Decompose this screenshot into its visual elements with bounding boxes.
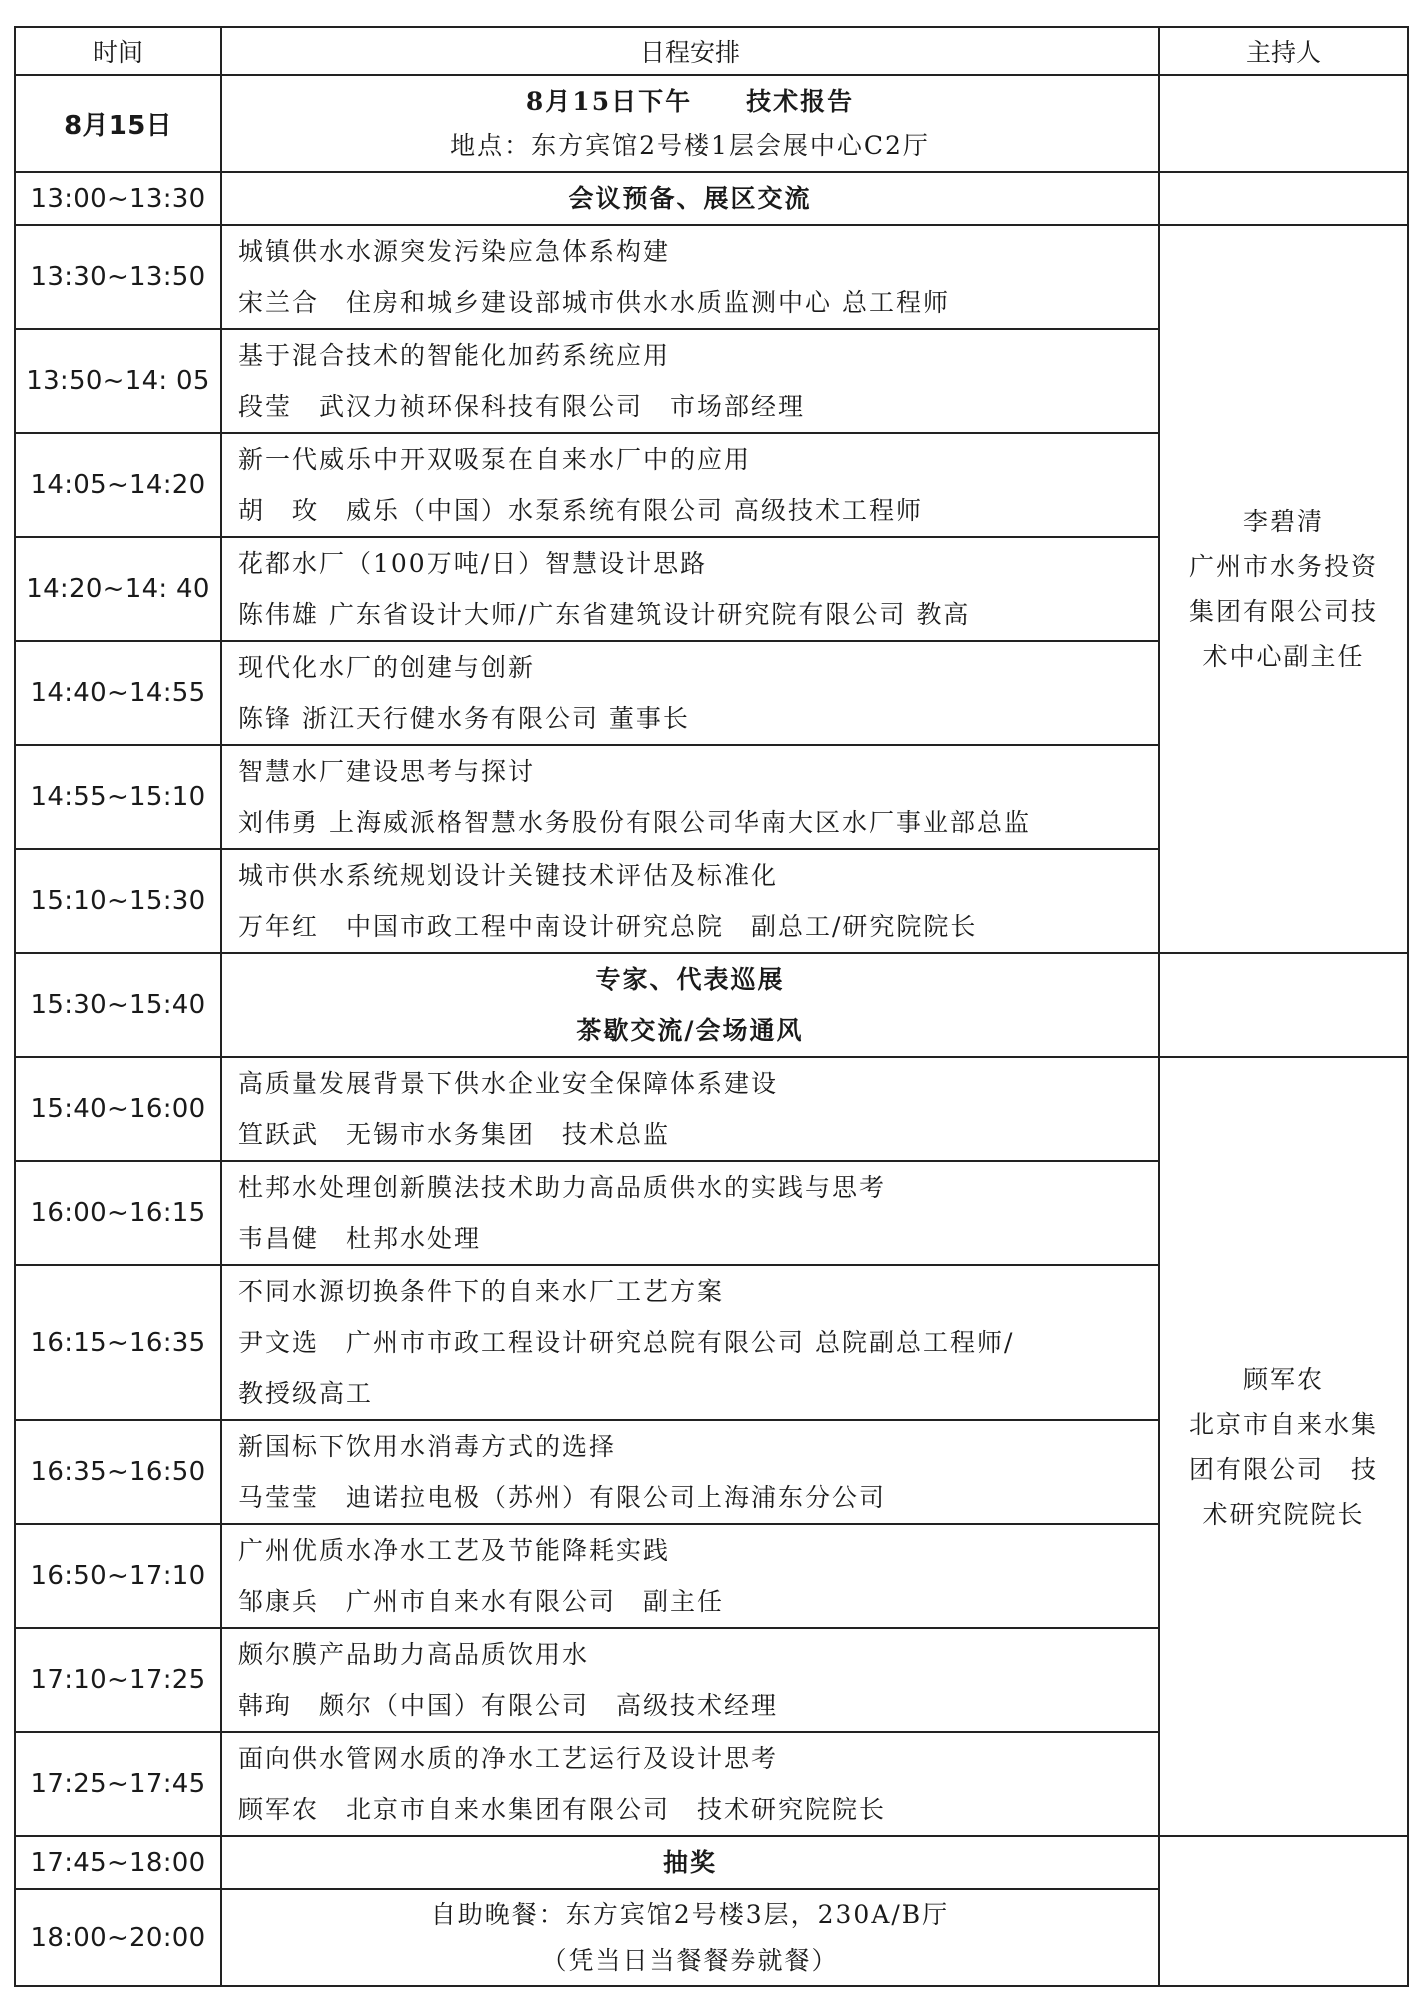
dinner-title: 自助晚餐：东方宾馆2号楼3层，230A/B厅	[430, 1899, 950, 1929]
opening-cell	[221, 75, 1159, 172]
talk-title: 新一代威乐中开双吸泵在自来水厂中的应用	[238, 445, 752, 474]
opening-title: 8月15日下午 技术报告	[525, 86, 855, 116]
row-schedule	[221, 1524, 1159, 1628]
host-title-line: 集团有限公司技	[1188, 597, 1378, 626]
row-time: 16:15~16:35	[15, 1265, 221, 1420]
talk-title: 基于混合技术的智能化加药系统应用	[238, 341, 671, 370]
talk-speaker: 笪跃武 无锡市水务集团 技术总监	[238, 1120, 671, 1149]
opening-host	[1159, 75, 1408, 172]
host-cell	[1159, 1057, 1408, 1836]
talk-title: 杜邦水处理创新膜法技术助力高品质供水的实践与思考	[238, 1173, 887, 1202]
host-title-line: 北京市自来水集	[1188, 1409, 1378, 1439]
talk-speaker: 马莹莹 迪诺拉电极（苏州）有限公司上海浦东分公司	[238, 1483, 887, 1512]
talk-title: 花都水厂（100万吨/日）智慧设计思路	[238, 549, 708, 578]
row-time: 14:55~15:10	[15, 745, 221, 849]
row-time: 16:35~16:50	[15, 1420, 221, 1524]
row-host-empty	[1159, 172, 1408, 225]
talk-title: 高质量发展背景下供水企业安全保障体系建设	[238, 1069, 779, 1098]
row-time: 15:40~16:00	[15, 1057, 221, 1161]
opening-date: 8月15日	[15, 75, 221, 172]
row-time: 15:10~15:30	[15, 849, 221, 953]
header-host: 主持人	[1159, 27, 1408, 75]
talk-speaker: 韦昌健 杜邦水处理	[238, 1224, 482, 1253]
row-schedule	[221, 849, 1159, 953]
talk-speaker: 陈伟雄 广东省设计大师/广东省建筑设计研究院有限公司 教高	[238, 600, 971, 629]
opening-location: 地点：东方宾馆2号楼1层会展中心C2厅	[450, 130, 930, 160]
talk-title: 颇尔膜产品助力高品质饮用水	[238, 1640, 590, 1669]
row-schedule	[221, 1732, 1159, 1836]
row-time: 16:00~16:15	[15, 1161, 221, 1265]
schedule-row	[15, 1057, 1408, 1161]
row-time: 17:10~17:25	[15, 1628, 221, 1732]
row-time: 15:30~15:40	[15, 953, 221, 1057]
talk-title: 城镇供水水源突发污染应急体系构建	[238, 237, 671, 266]
row-time: 13:50~14: 05	[15, 329, 221, 433]
talk-title: 广州优质水净水工艺及节能降耗实践	[238, 1536, 671, 1565]
row-schedule	[221, 1161, 1159, 1265]
talk-speaker: 宋兰合 住房和城乡建设部城市供水水质监测中心 总工程师	[238, 288, 950, 317]
talk-title: 智慧水厂建设思考与探讨	[238, 757, 536, 786]
row-time: 16:50~17:10	[15, 1524, 221, 1628]
row-schedule	[221, 172, 1159, 225]
talk-speaker: 陈锋 浙江天行健水务有限公司 董事长	[238, 704, 690, 733]
schedule-table	[14, 26, 1409, 1987]
row-time: 14:05~14:20	[15, 433, 221, 537]
host-name: 李碧清	[1242, 507, 1324, 536]
talk-speaker-cont: 教授级高工	[238, 1379, 374, 1408]
lottery-title: 抽奖	[662, 1848, 717, 1877]
row-time: 14:40~14:55	[15, 641, 221, 745]
host-title-line: 团有限公司 技	[1188, 1454, 1378, 1484]
dinner-note: （凭当日当餐餐券就餐）	[541, 1945, 839, 1975]
header-time: 时间	[15, 27, 221, 75]
row-host-empty	[1159, 1836, 1408, 1986]
row-schedule	[221, 433, 1159, 537]
row-schedule	[221, 225, 1159, 329]
talk-title: 城市供水系统规划设计关键技术评估及标准化	[238, 861, 779, 890]
row-schedule	[221, 1057, 1159, 1161]
row-time: 13:30~13:50	[15, 225, 221, 329]
row-schedule	[221, 641, 1159, 745]
row-schedule	[221, 1265, 1159, 1420]
row-schedule	[221, 537, 1159, 641]
host-title-line: 广州市水务投资	[1188, 552, 1378, 581]
row-time: 17:45~18:00	[15, 1836, 221, 1889]
schedule-row	[15, 1836, 1408, 1889]
header-schedule: 日程安排	[221, 27, 1159, 75]
break-title: 会议预备、展区交流	[568, 184, 812, 213]
talk-speaker: 尹文选 广州市市政工程设计研究总院有限公司 总院副总工程师/	[238, 1328, 1015, 1357]
row-schedule	[221, 1836, 1159, 1889]
row-time: 14:20~14: 40	[15, 537, 221, 641]
row-time: 17:25~17:45	[15, 1732, 221, 1836]
talk-speaker: 刘伟勇 上海威派格智慧水务股份有限公司华南大区水厂事业部总监	[238, 808, 1031, 837]
row-time: 18:00~20:00	[15, 1889, 221, 1986]
host-name: 顾军农	[1242, 1364, 1324, 1394]
break-title: 茶歇交流/会场通风	[576, 1016, 804, 1045]
row-schedule	[221, 329, 1159, 433]
talk-title: 不同水源切换条件下的自来水厂工艺方案	[238, 1277, 725, 1306]
talk-speaker: 段莹 武汉力祯环保科技有限公司 市场部经理	[238, 392, 806, 421]
row-schedule	[221, 1420, 1159, 1524]
row-schedule	[221, 953, 1159, 1057]
talk-title: 面向供水管网水质的净水工艺运行及设计思考	[238, 1744, 779, 1773]
row-schedule	[221, 1889, 1159, 1986]
header-row	[15, 27, 1408, 75]
talk-speaker: 顾军农 北京市自来水集团有限公司 技术研究院院长	[238, 1795, 887, 1824]
opening-row	[15, 75, 1408, 172]
schedule-row	[15, 172, 1408, 225]
talk-title: 现代化水厂的创建与创新	[238, 653, 536, 682]
host-title-line: 术中心副主任	[1202, 642, 1365, 671]
talk-speaker: 万年红 中国市政工程中南设计研究总院 副总工/研究院院长	[238, 912, 978, 941]
schedule-row	[15, 953, 1408, 1057]
row-time: 13:00~13:30	[15, 172, 221, 225]
host-title-line: 术研究院院长	[1202, 1499, 1365, 1529]
talk-speaker: 邹康兵 广州市自来水有限公司 副主任	[238, 1587, 725, 1616]
row-host-empty	[1159, 953, 1408, 1057]
schedule-row	[15, 225, 1408, 329]
host-cell	[1159, 225, 1408, 953]
row-schedule	[221, 745, 1159, 849]
talk-title: 新国标下饮用水消毒方式的选择	[238, 1432, 617, 1461]
talk-speaker: 韩珣 颇尔（中国）有限公司 高级技术经理	[238, 1691, 779, 1720]
talk-speaker: 胡 玫 威乐（中国）水泵系统有限公司 高级技术工程师	[238, 496, 923, 525]
break-title: 专家、代表巡展	[595, 965, 785, 994]
row-schedule	[221, 1628, 1159, 1732]
